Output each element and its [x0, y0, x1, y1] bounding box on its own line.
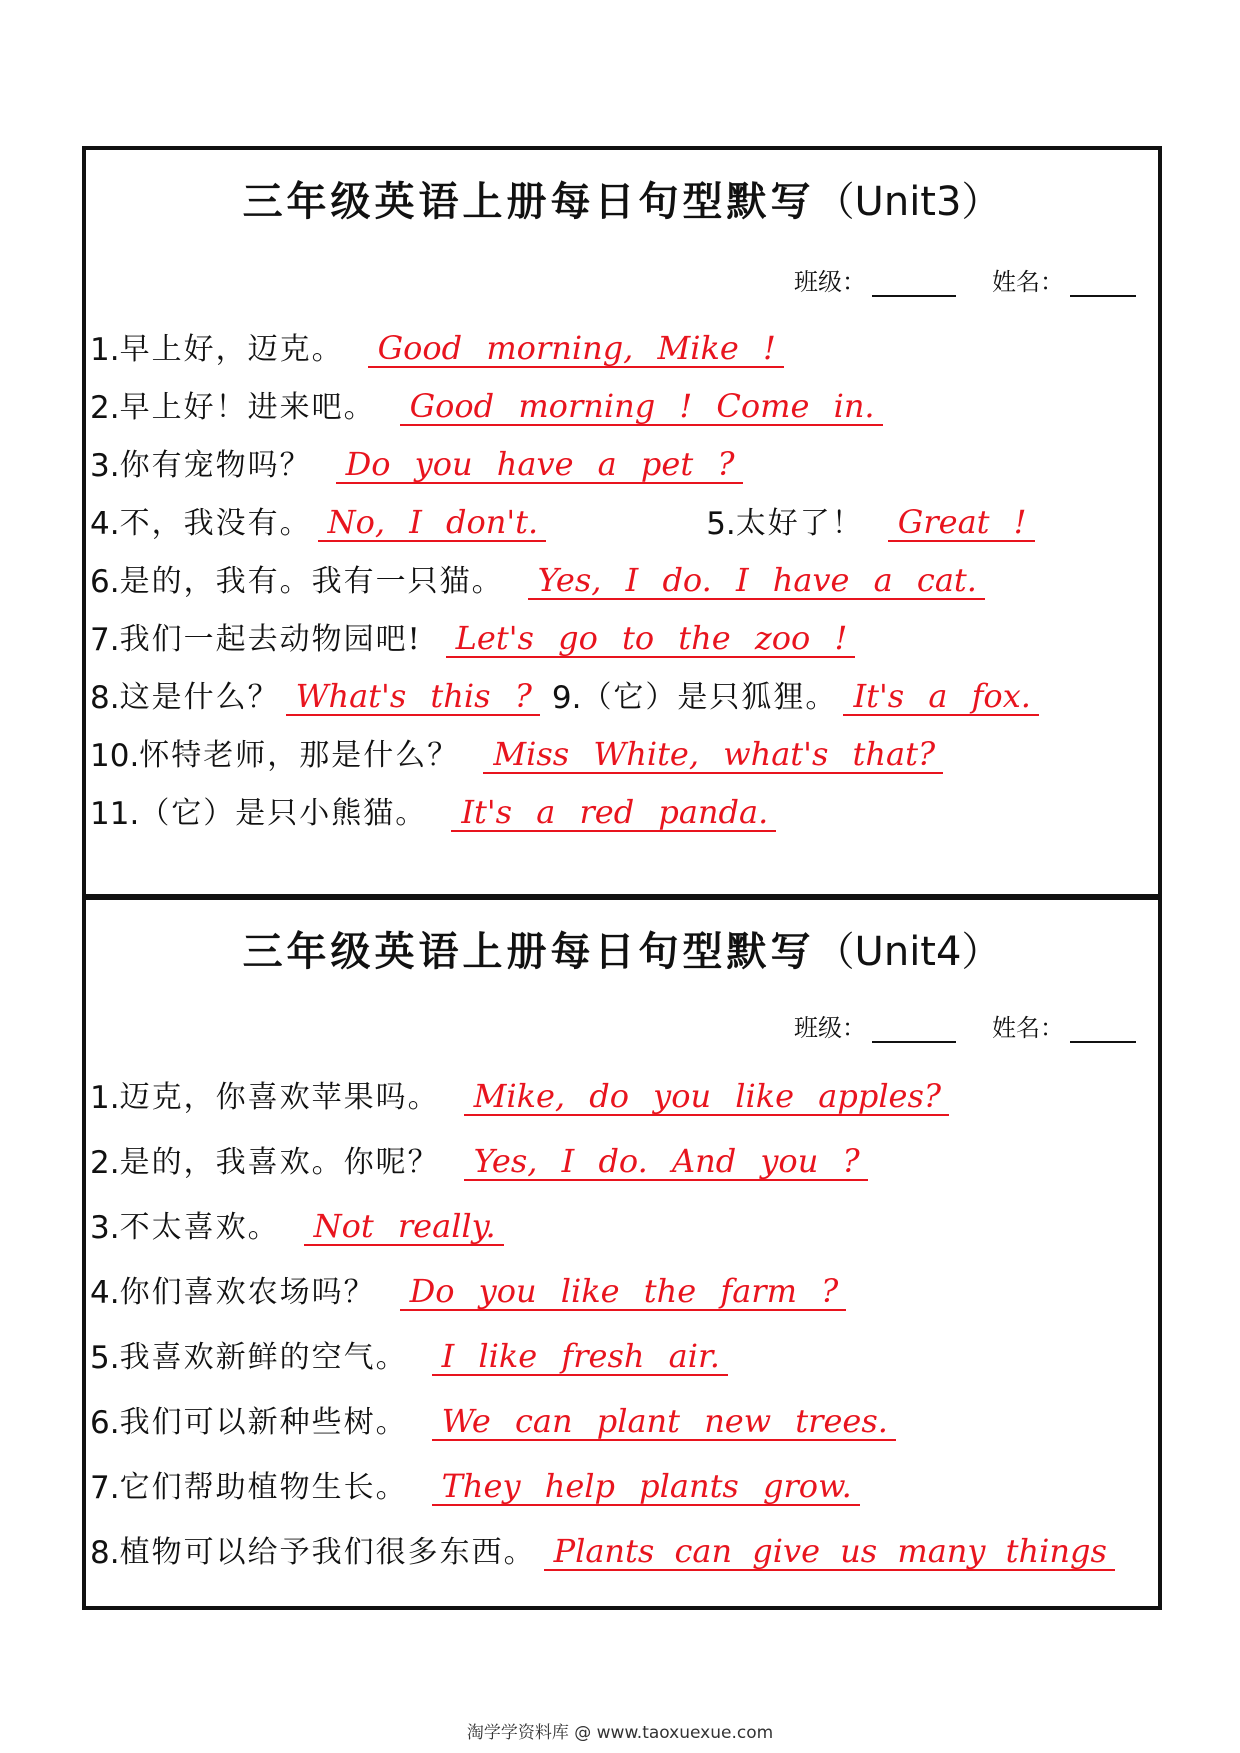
chinese-sentence: 你有宠物吗？: [119, 448, 312, 483]
item-number: 4.: [90, 1275, 120, 1311]
unit-label: （Unit4）: [814, 929, 1002, 975]
item-number: 5.: [90, 1340, 120, 1376]
item-number: 6.: [90, 1405, 120, 1441]
chinese-sentence: 是的，我喜欢。你呢？: [119, 1145, 440, 1180]
item-number: 8.: [90, 680, 120, 716]
item-number: 2.: [90, 390, 120, 426]
worksheet-unit4: [82, 896, 1162, 1610]
class-label: 班级：: [794, 268, 866, 296]
english-answer: Let's go to the zoo !: [446, 621, 856, 658]
unit-label: （Unit3）: [814, 179, 1002, 225]
title-text: 三年级英语上册每日句型默写: [242, 928, 815, 975]
item-number: 2.: [90, 1145, 120, 1181]
sentence-item: [90, 1383, 896, 1441]
item-number: 11.: [90, 796, 140, 832]
sentence-item: [90, 1123, 868, 1181]
english-answer: Good morning ! Come in.: [400, 389, 883, 426]
sentence-item: [90, 774, 776, 832]
english-answer: It's a fox.: [843, 679, 1038, 716]
sentence-item: [90, 1318, 728, 1376]
chinese-sentence: 不太喜欢。: [119, 1210, 280, 1245]
chinese-sentence: 你们喜欢农场吗？: [119, 1275, 376, 1310]
item-number: 3.: [90, 448, 120, 484]
chinese-sentence: 植物可以给予我们很多东西。: [119, 1535, 536, 1570]
name-field: [992, 262, 1136, 297]
sentence-item: [90, 1188, 504, 1246]
chinese-sentence: （它）是只小熊猫。: [139, 796, 428, 831]
title-text: 三年级英语上册每日句型默写: [242, 178, 815, 225]
chinese-sentence: （它）是只狐狸。: [581, 680, 838, 715]
sentence-item: [90, 310, 784, 368]
english-answer: Not really.: [304, 1209, 504, 1246]
english-answer: It's a red panda.: [451, 795, 776, 832]
english-answer: Great !: [888, 505, 1035, 542]
sentence-item: [90, 1513, 1115, 1571]
english-answer: Do you have a pet ?: [336, 447, 743, 484]
chinese-sentence: 我们一起去动物园吧!: [119, 622, 422, 657]
student-info: [758, 1008, 1136, 1043]
class-blank[interactable]: [872, 269, 956, 297]
item-number: 9.: [551, 680, 582, 716]
worksheet-title: [86, 170, 1158, 227]
item-number: 5.: [706, 506, 736, 542]
sentence-item: [90, 368, 883, 426]
item-number: 7.: [90, 1470, 120, 1506]
chinese-sentence: 迈克，你喜欢苹果吗。: [119, 1080, 440, 1115]
name-label: 姓名：: [992, 1014, 1064, 1042]
sentence-item: [90, 542, 985, 600]
item-number: 10.: [90, 738, 140, 774]
chinese-sentence: 它们帮助植物生长。: [119, 1470, 408, 1505]
item-number: 4.: [90, 506, 120, 542]
chinese-sentence: 怀特老师，那是什么？: [139, 738, 460, 773]
chinese-sentence: 是的，我有。我有一只猫。: [119, 564, 504, 599]
english-answer: No, I don't.: [318, 505, 547, 542]
chinese-sentence: 太好了！: [735, 506, 864, 541]
item-number: 3.: [90, 1210, 120, 1246]
chinese-sentence: 早上好，迈克。: [119, 332, 344, 367]
chinese-sentence: 早上好！进来吧。: [119, 390, 376, 425]
chinese-sentence: 这是什么？: [119, 680, 280, 715]
english-answer: Yes, I do. I have a cat.: [528, 563, 985, 600]
english-answer: Miss White, what's that?: [483, 737, 943, 774]
item-number: 8.: [90, 1535, 120, 1571]
class-field: [794, 1008, 956, 1043]
chinese-sentence: 不，我没有。: [119, 506, 312, 541]
name-blank[interactable]: [1070, 269, 1136, 297]
sentence-item: [90, 484, 1035, 542]
english-answer: Do you like the farm ?: [400, 1274, 847, 1311]
sentence-item: [90, 1058, 949, 1116]
item-number: 1.: [90, 332, 120, 368]
english-answer: What's this ?: [286, 679, 540, 716]
sentence-item: [90, 716, 943, 774]
item-number: 6.: [90, 564, 120, 600]
chinese-sentence: 我们可以新种些树。: [119, 1405, 408, 1440]
english-answer: Yes, I do. And you ?: [464, 1144, 868, 1181]
student-info: [758, 262, 1136, 297]
class-field: [794, 262, 956, 297]
name-blank[interactable]: [1070, 1015, 1136, 1043]
sentence-item: [90, 1448, 860, 1506]
class-blank[interactable]: [872, 1015, 956, 1043]
sentence-item: [90, 658, 1039, 716]
sentence-item: [90, 600, 855, 658]
worksheet-unit3: [82, 146, 1162, 898]
english-answer: Plants can give us many things: [544, 1534, 1115, 1571]
english-answer: We can plant new trees.: [432, 1404, 896, 1441]
item-number: 7.: [90, 622, 120, 658]
chinese-sentence: 我喜欢新鲜的空气。: [119, 1340, 408, 1375]
worksheet-title: [86, 920, 1158, 977]
english-answer: I like fresh air.: [432, 1339, 728, 1376]
class-label: 班级：: [794, 1014, 866, 1042]
item-number: 1.: [90, 1080, 120, 1116]
english-answer: They help plants grow.: [432, 1469, 860, 1506]
name-label: 姓名：: [992, 268, 1064, 296]
footer-watermark: 淘学学资料库 @ www.taoxuexue.com: [466, 1723, 774, 1743]
english-answer: Good morning, Mike !: [368, 331, 784, 368]
sentence-item: [90, 426, 743, 484]
english-answer: Mike, do you like apples?: [464, 1079, 949, 1116]
sentence-item: [90, 1253, 846, 1311]
name-field: [992, 1008, 1136, 1043]
